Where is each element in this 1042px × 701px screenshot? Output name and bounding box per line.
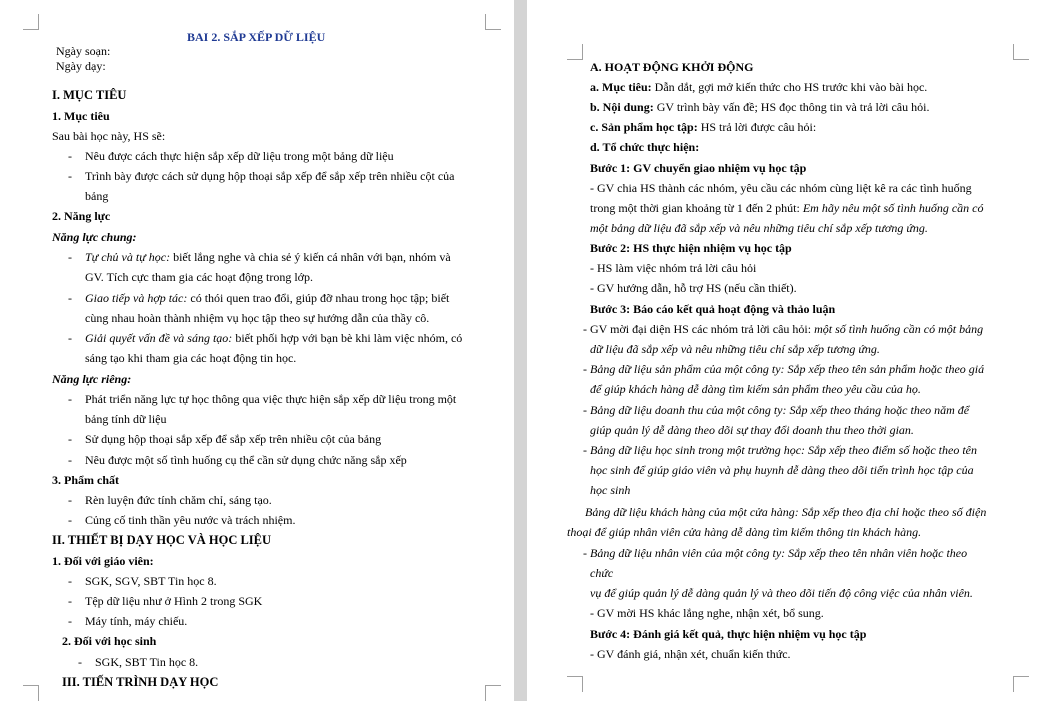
section-heading: II. THIẾT BỊ DẠY HỌC VÀ HỌC LIỆU bbox=[52, 533, 272, 547]
step-heading: Bước 4: Đánh giá kết quả, thực hiện nhiệm vụ học tập bbox=[590, 627, 867, 641]
section-heading: III. TIẾN TRÌNH DẠY HỌC bbox=[62, 675, 219, 689]
bullet-item: Giải quyết vấn đề và sáng tạo: biết phối hợp với bạn bè khi làm việc nhóm, có bbox=[85, 331, 463, 345]
document-page-left: BAI 2. SẮP XẾP DỮ LIỆU Ngày soạn: Ngày dạy: I. MỤC TIÊU 1. Mục tiêu Sau bài học này, HS sẽ: - Nêu được cách thực hiện sắp xếp dữ liệu trong một bảng dữ liệu - Trình bày được cách sử dụng hộp thoại sắp xếp để sắp xếp trên nhiều cột của bảng 2. Năng lực Năng lực chung: - Tự chủ và tự học: biết lắng nghe và chia sẻ ý kiến cá nhân với bạn, nhóm và GV. Tích cực tham gia các hoạt động trong lớp. - Giao tiếp và hợp tác: có thói quen trao đổi, giúp đỡ nhau trong học tập; biết cùng nhau hoàn thành nhiệm vụ học tập theo sự hướng dẫn của thầy cô. - Giải quyết vấn đề và sáng tạo: biết phối hợp với bạn bè khi làm việc nhóm, có sáng tạo khi tham gia các hoạt động tin học. Năng lực riêng: - Phát triển năng lực tự học thông qua việc thực hiện sắp xếp dữ liệu trong một bảng tính dữ liệu - Sử dụng hộp thoại sắp xếp để sắp xếp trên nhiều cột của bảng - Nêu được một số tình huống cụ thể cần sử dụng chức năng sắp xếp 3. Phẩm chất - Rèn luyện đức tính chăm chỉ, sáng tạo. - Củng cố tinh thần yêu nước và trách nhiệm. II. THIẾT BỊ DẠY HỌC VÀ HỌC LIỆU 1. Đối với giáo viên: - SGK, SGV, SBT Tin học 8. - Tệp dữ liệu như ở Hình 2 trong SGK - Máy tính, máy chiếu. 2. Đối với học sinh - SGK, SBT Tin học 8. III. TIẾN TRÌNH DẠY HỌC bbox=[0, 0, 514, 701]
bullet-item: Nêu được cách thực hiện sắp xếp dữ liệu trong một bảng dữ liệu bbox=[85, 149, 394, 163]
paragraph: - GV đánh giá, nhận xét, chuẩn kiến thức. bbox=[590, 647, 791, 661]
paragraph: c. Sản phẩm học tập: HS trả lời được câu hỏi: bbox=[590, 120, 817, 134]
page-corner-mark bbox=[1013, 44, 1029, 60]
example-item: - Bảng dữ liệu doanh thu của một công ty: Sắp xếp theo tháng hoặc theo năm để bbox=[583, 403, 970, 417]
subheading-italic: Năng lực chung: bbox=[52, 230, 137, 244]
example-item-cont: học sinh bbox=[590, 483, 631, 497]
bullet-item: Phát triển năng lực tự học thông qua việc thực hiện sắp xếp dữ liệu trong một bbox=[85, 392, 457, 406]
bullet-item-cont: bảng bbox=[85, 189, 109, 203]
paragraph: d. Tổ chức thực hiện: bbox=[590, 140, 700, 154]
subsection-heading: 2. Năng lực bbox=[52, 209, 111, 223]
page-gutter bbox=[514, 0, 527, 701]
paragraph: Sau bài học này, HS sẽ: bbox=[52, 129, 166, 143]
bullet-item-cont: GV. Tích cực tham gia các hoạt động trong lớp. bbox=[85, 270, 314, 284]
bullet-item: Giao tiếp và hợp tác: có thói quen trao đổi, giúp đỡ nhau trong học tập; biết bbox=[85, 291, 450, 305]
document-page-right bbox=[527, 0, 1042, 701]
subheading-italic: Năng lực riêng: bbox=[52, 372, 132, 386]
bullet-item: Sử dụng hộp thoại sắp xếp để sắp xếp trên nhiều cột của bảng bbox=[85, 432, 382, 446]
page-corner-mark bbox=[567, 676, 583, 692]
bullet-item: Tự chủ và tự học: biết lắng nghe và chia sẻ ý kiến cá nhân với bạn, nhóm và bbox=[85, 250, 451, 264]
lesson-title: BAI 2. SẮP XẾP DỮ LIỆU bbox=[187, 30, 326, 44]
bullet-item: SGK, SGV, SBT Tin học 8. bbox=[85, 574, 217, 588]
bullet-item: Máy tính, máy chiếu. bbox=[85, 614, 188, 628]
bullet-item: Tệp dữ liệu như ở Hình 2 trong SGK bbox=[85, 594, 263, 608]
page-corner-mark bbox=[485, 14, 501, 30]
example-item: - Bảng dữ liệu học sinh trong một trường học: Sắp xếp theo điểm số hoặc theo tên bbox=[583, 443, 977, 457]
section-heading: I. MỤC TIÊU bbox=[52, 88, 127, 102]
example-item: - Bảng dữ liệu sản phẩm của một công ty: Sắp xếp theo tên sản phẩm hoặc theo giá bbox=[583, 362, 985, 376]
page-corner-mark bbox=[567, 44, 583, 60]
example-item-cont: giúp quản lý dễ dàng theo dõi sự thay đổi doanh thu theo thời gian. bbox=[590, 423, 914, 437]
subsection-heading: 1. Đối với giáo viên: bbox=[52, 554, 154, 568]
bullet-item: SGK, SBT Tin học 8. bbox=[95, 655, 199, 669]
paragraph: a. Mục tiêu: Dẫn dắt, gợi mở kiến thức cho HS trước khi vào bài học. bbox=[590, 80, 928, 94]
paragraph: dữ liệu đã sắp xếp và nêu những tiêu chí sắp xếp tương ứng. bbox=[590, 342, 880, 356]
example-item-cont: để giúp khách hàng dễ dàng tìm kiếm sản phẩm theo yêu cầu của họ. bbox=[590, 382, 921, 396]
example-item: - Bảng dữ liệu nhân viên của một công ty: Sắp xếp theo tên nhân viên hoặc theo bbox=[583, 546, 968, 560]
bullet-item: Nêu được một số tình huống cụ thể cần sử dụng chức năng sắp xếp bbox=[85, 453, 407, 467]
step-heading: Bước 3: Báo cáo kết quả hoạt động và thảo luận bbox=[590, 302, 836, 316]
paragraph: - GV mời HS khác lắng nghe, nhận xét, bổ sung. bbox=[590, 606, 824, 620]
subsection-heading: 1. Mục tiêu bbox=[52, 109, 110, 123]
bullet-item-cont: bảng tính dữ liệu bbox=[85, 412, 167, 426]
step-heading: Bước 1: GV chuyển giao nhiệm vụ học tập bbox=[590, 161, 807, 175]
bullet-item: Trình bày được cách sử dụng hộp thoại sắp xếp để sắp xếp trên nhiều cột của bbox=[85, 169, 455, 183]
subsection-heading: 3. Phẩm chất bbox=[52, 473, 119, 487]
example-item-cont: thoại để giúp nhân viên cửa hàng dễ dàng tìm kiếm thông tin khách hàng. bbox=[567, 525, 922, 539]
step-heading: Bước 2: HS thực hiện nhiệm vụ học tập bbox=[590, 241, 792, 255]
date-prepared: Ngày soạn: bbox=[56, 44, 111, 58]
bullet-item: Củng cố tinh thần yêu nước và trách nhiệm. bbox=[85, 513, 296, 527]
subsection-heading: 2. Đối với học sinh bbox=[62, 634, 157, 648]
page-corner-mark bbox=[23, 14, 39, 30]
example-item-cont: vụ để giúp quản lý dễ dàng quản lý và theo dõi tiến độ công việc của nhân viên. bbox=[590, 586, 973, 600]
bullet-item-cont: cùng nhau hoàn thành nhiệm vụ học tập theo sự hướng dẫn của thầy cô. bbox=[85, 311, 430, 325]
bullet-item-cont: sáng tạo khi tham gia các hoạt động tin học. bbox=[85, 351, 297, 365]
page-corner-mark bbox=[485, 685, 501, 701]
date-taught: Ngày dạy: bbox=[56, 59, 106, 73]
page-corner-mark bbox=[23, 685, 39, 701]
example-item-cont: học sinh để giúp giáo viên và phụ huynh dễ dàng theo dõi tiến trình học tập của bbox=[590, 463, 974, 477]
example-item: Bảng dữ liệu khách hàng của một cửa hàng: Sắp xếp theo địa chỉ hoặc theo số điện bbox=[585, 505, 987, 519]
example-item-cont: chức bbox=[590, 566, 614, 580]
bullet-item: Rèn luyện đức tính chăm chỉ, sáng tạo. bbox=[85, 493, 272, 507]
paragraph: - HS làm việc nhóm trả lời câu hỏi bbox=[590, 261, 757, 275]
paragraph: - GV mời đại diện HS các nhóm trả lời câu hỏi: một số tình huống cần có một bảng bbox=[583, 322, 984, 336]
page-corner-mark bbox=[1013, 676, 1029, 692]
paragraph: b. Nội dung: GV trình bày vấn đề; HS đọc thông tin và trả lời câu hỏi. bbox=[590, 100, 930, 114]
paragraph: - GV chia HS thành các nhóm, yêu cầu các nhóm cùng liệt kê ra các tình huống bbox=[590, 181, 972, 195]
paragraph: - GV hướng dẫn, hỗ trợ HS (nếu cần thiết). bbox=[590, 281, 797, 295]
section-heading: A. HOẠT ĐỘNG KHỞI ĐỘNG bbox=[590, 60, 754, 74]
paragraph: trong một thời gian khoảng từ 1 đến 2 phút: Em hãy nêu một số tình huống cần có bbox=[590, 201, 984, 215]
paragraph: một bảng dữ liệu đã sắp xếp và nêu những tiêu chí sắp xếp tương ứng. bbox=[590, 221, 928, 235]
